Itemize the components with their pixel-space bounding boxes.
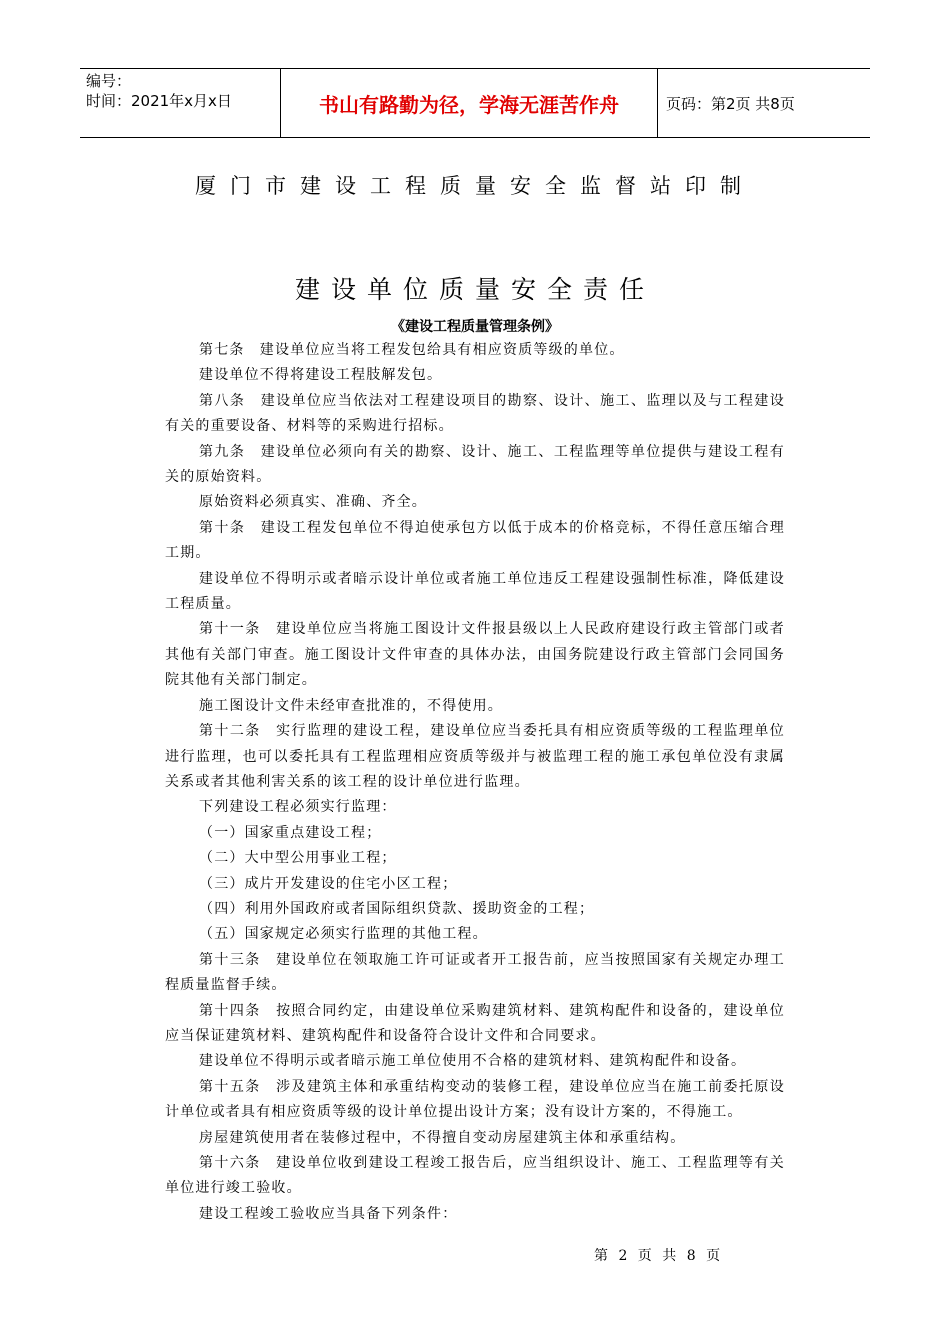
page-footer: 第 2 页 共 8 页 — [594, 1248, 724, 1264]
header-table — [80, 68, 870, 138]
motto: 书山有路勤为径，学海无涯苦作舟 — [280, 69, 658, 137]
paragraph: 建设单位不得将建设工程肢解发包。 — [199, 367, 443, 384]
paragraph: 第十一条 建设单位应当将施工图设计文件报县级以上人民政府建设行政主管部门或者其他有关部门审查。施工图设计文件审查的具体办法，由国务院建设行政主管部门会同国务院其他有关部门制定。 — [165, 621, 785, 689]
paragraph: 第八条 建设单位应当依法对工程建设项目的勘察、设计、施工、监理以及与工程建设有关的重要设备、材料等的采购进行招标。 — [165, 392, 785, 435]
paragraph: 建设单位不得明示或者暗示施工单位使用不合格的建筑材料、建筑构配件和设备。 — [199, 1053, 747, 1070]
list-item: （四）利用外国政府或者国际组织贷款、援助资金的工程； — [199, 900, 595, 917]
paragraph: 第九条 建设单位必须向有关的勘察、设计、施工、工程监理等单位提供与建设工程有关的原始资料。 — [165, 443, 785, 486]
paragraph: 第十四条 按照合同约定，由建设单位采购建筑材料、建筑构配件和设备的，建设单位应当保证建筑材料、建筑构配件和设备符合设计文件和合同要求。 — [165, 1002, 785, 1044]
page-info: 页码：第2页 共8页 — [666, 94, 795, 113]
list-item: （一）国家重点建设工程； — [199, 824, 382, 841]
list-item: （二）大中型公用事业工程； — [199, 850, 397, 867]
paragraph: 房屋建筑使用者在装修过程中，不得擅自变动房屋建筑主体和承重结构。 — [199, 1129, 686, 1146]
paragraph: 施工图设计文件未经审查批准的，不得使用。 — [199, 697, 503, 714]
time-label: 时间：2021年x月x日 — [86, 92, 232, 110]
paragraph: 第十三条 建设单位在领取施工许可证或者开工报告前，应当按照国家有关规定办理工程质量监督手续。 — [165, 951, 785, 994]
paragraph: 建设单位不得明示或者暗示设计单位或者施工单位违反工程建设强制性标准，降低建设工程质量。 — [165, 570, 785, 613]
paragraph: 第七条 建设单位应当将工程发包给具有相应资质等级的单位。 — [199, 342, 625, 358]
org-title: 厦门市建设工程质量安全监督站印制 — [195, 174, 755, 198]
paragraph: 下列建设工程必须实行监理： — [199, 799, 397, 816]
code-label: 编号： — [86, 72, 132, 90]
paragraph: 第十二条 实行监理的建设工程，建设单位应当委托具有相应资质等级的工程监理单位进行监理，也可以委托具有工程监理相应资质等级并与被监理工程的施工承包单位没有隶属关系或者其他利害关系的该工程的设计单位进行监理。 — [165, 723, 785, 790]
doc-title: 建设单位质量安全责任 — [294, 275, 655, 304]
sub-title: 《建设工程质量管理条例》 — [391, 319, 559, 335]
body-text — [165, 338, 785, 1227]
paragraph: 第十六条 建设单位收到建设工程竣工报告后，应当组织设计、施工、工程监理等有关单位进行竣工验收。 — [165, 1155, 785, 1197]
header-left-cell — [80, 69, 280, 137]
paragraph: 原始资料必须真实、准确、齐全。 — [199, 494, 427, 511]
paragraph: 第十条 建设工程发包单位不得迫使承包方以低于成本的价格竞标，不得任意压缩合理工期。 — [165, 519, 785, 562]
list-item: （三）成片开发建设的住宅小区工程； — [199, 875, 458, 892]
paragraph: 第十五条 涉及建筑主体和承重结构变动的装修工程，建设单位应当在施工前委托原设计单位或者具有相应资质等级的设计单位提出设计方案；没有设计方案的，不得施工。 — [165, 1078, 785, 1121]
list-item: （五）国家规定必须实行监理的其他工程。 — [199, 926, 488, 943]
paragraph: 建设工程竣工验收应当具备下列条件： — [199, 1205, 458, 1222]
